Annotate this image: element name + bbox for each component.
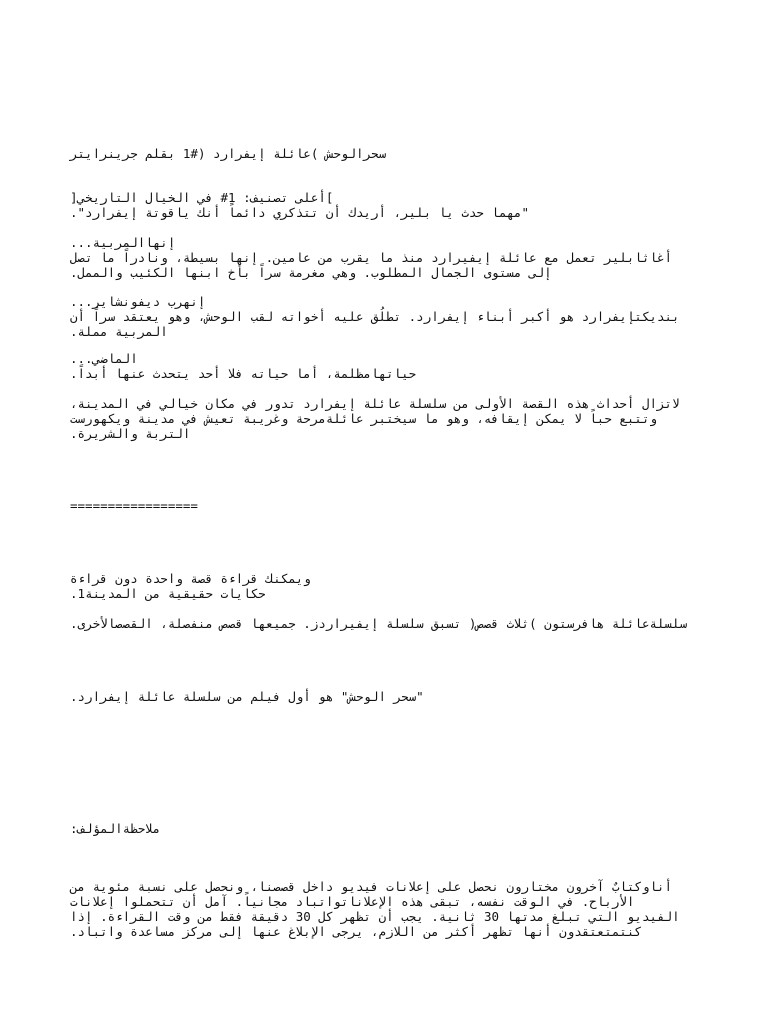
past-heading: الماضي...: [70, 351, 138, 366]
past-paragraph: الماضي... حياتهامظلمة، أما حياته فلا أحد يتحدث عنها أبداً.: [70, 351, 690, 381]
governess-heading: إنهاالمربية...: [70, 235, 176, 250]
first-film-line: "سحر الوحش" هو أول فيلم من سلسلة عائلة إيفرارد.: [70, 689, 424, 704]
separator-line: =================: [70, 498, 198, 513]
story-title: سحرالوحش )عائلة إيفرارد (#1 بقلم جرينرايتر: [70, 146, 387, 161]
series-line: سلسلةعائلة هافرستون )ثلاث قصص( تسبق سلسلة إيفيراردز. جميعها قصص منفصلة، القصصالأخرى.: [70, 616, 688, 631]
ranking-and-quote: [70, 190, 690, 220]
author-note-paragraph: أناوكتابٌ آخرون مختارون نحصل على إعلانات فيديو داخل قصصنا، ونحصل على نسبة مئوية من الأرباح. في الوقت نفسه، تبقى هذه الإعلاناتواتباد مجانياً. آمل أن تتحملوا إعلانات الفيديو التي تبلغ مدتها 30 ثانية. يجب أن تظهر كل 30 دقيقة فقط من وقت القراءة. إذا كنتمتعتقدون أنها تظهر أكثر من اللازم، يرجى الإبلاغ عنها إلى مركز مساعدة واتباد.: [70, 879, 680, 939]
heir-paragraph: إنهرب ديفونشاير... بنديكتإيفرارد هو أكبر أبناء إيفرارد. تطلُق عليه أخواته لقب الوحش، وهو يعتقد سراً أن المربية مملة.: [70, 294, 690, 339]
governess-paragraph: إنهاالمربية... أغاثابلير تعمل مع عائلة إيفيرارد منذ ما يقرب من عامين. إنها بسيطة، ونادراً ما تصل إلى مستوى الجمال المطلوب. وهي مغرمة سراً بأخ ابنها الكئيب والممل.: [70, 235, 690, 280]
author-note-heading: ملاحظةالمؤلف:: [70, 821, 161, 836]
reading-paragraph: ويمكنك قراءة قصة واحدة دون قراءة حكايات حقيقية من المدينة1.: [70, 571, 311, 601]
ranking-line: ]أعلى تصنيف: 1# في الخيال التاريخي[: [70, 190, 334, 205]
heir-heading: إنهرب ديفونشاير...: [70, 294, 206, 309]
quote-line: "مهما حدث يا بلير، أريدك أن تتذكري دائماً أنك ياقوتة إيفرارد".: [70, 205, 530, 220]
setting-paragraph: لاتزال أحداث هذه القصة الأولى من سلسلة عائلة إيفرارد تدور في مكان خيالي في المدينة، وتتبع حباً لا يمكن إيقافه، وهو ما سيختبر عائلةمرحة وغريبة تعيش في مدينة ويكهورست التربة والشريرة.: [70, 396, 680, 441]
